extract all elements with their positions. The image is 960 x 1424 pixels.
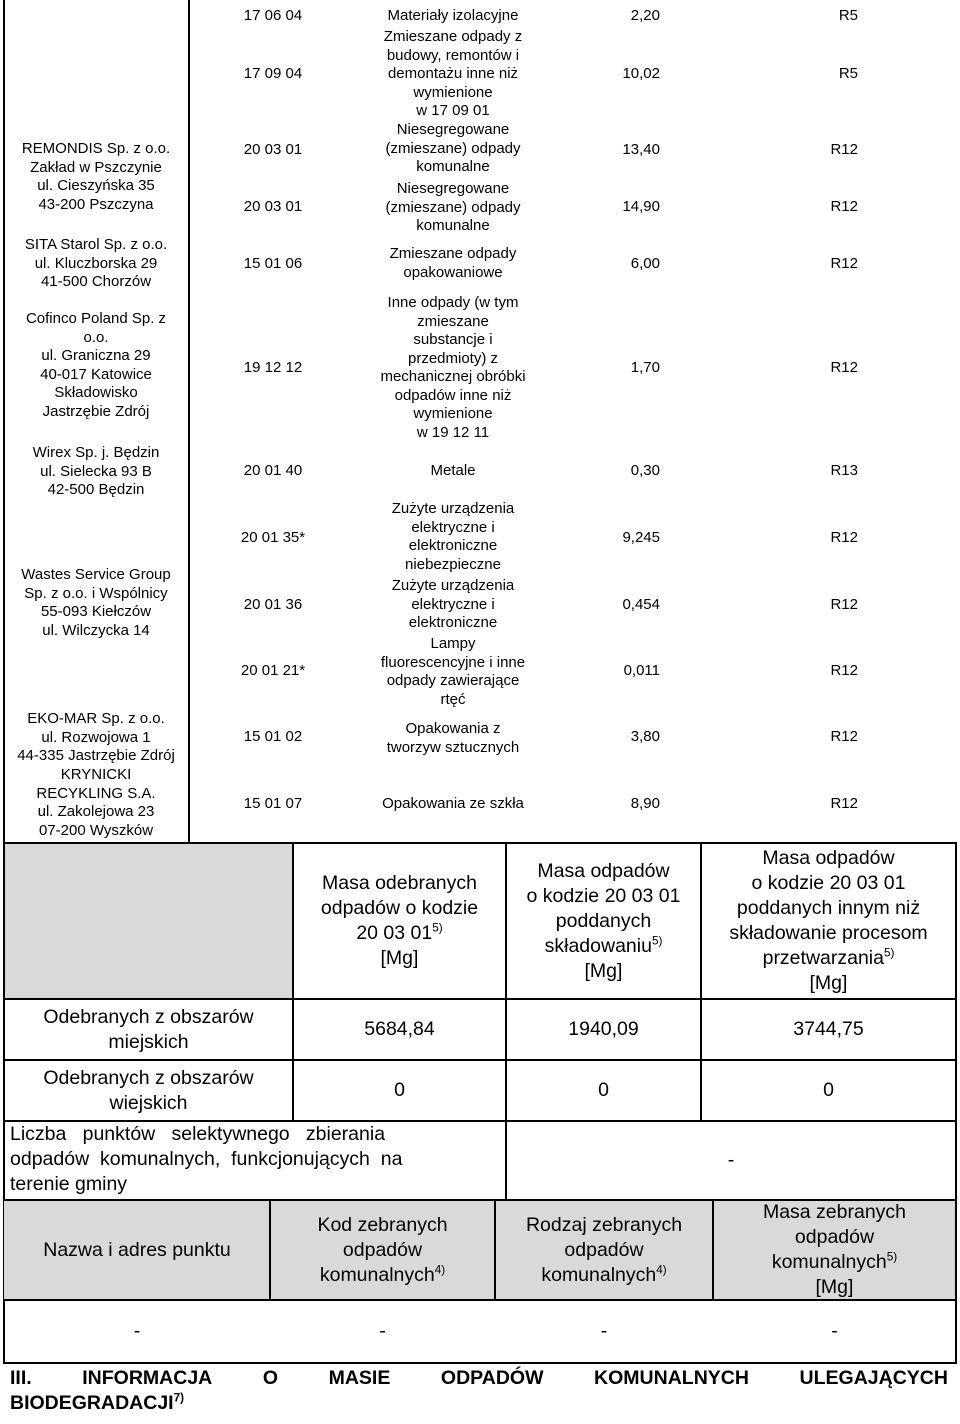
text-line: ul. Rozwojowa 1 [41,728,151,746]
heading-word: INFORMACJA [82,1367,213,1389]
waste-mass: 13,40 [622,141,660,158]
waste-code: 20 03 01 [243,141,303,158]
waste-code: 20 01 21* [240,662,306,679]
text-line: Kod zebranych [317,1213,448,1236]
footnote-ref: 4) [434,1263,446,1276]
collection-value: - [133,1320,141,1342]
waste-mass: 9,245 [622,529,660,546]
waste-code: 20 01 35* [240,529,306,546]
heading-word: O [262,1367,278,1389]
waste-code: 15 01 06 [243,255,303,272]
recovery-method: R12 [830,198,858,215]
waste-code: 20 01 40 [243,462,303,479]
recovery-method: R12 [830,529,858,546]
text-line: Materiały izolacyjne [387,7,519,24]
text-line: Odebranych z obszarów [43,1005,254,1028]
mass-column-header-text [321,871,478,971]
text-line: w 19 12 11 [416,423,490,441]
receiver-address [4,766,188,840]
text-line [763,1250,906,1275]
text-line: o kodzie 20 03 01 [751,872,906,894]
text-line: 41-500 Chorzów [40,273,152,290]
text-line: fluorescencyjne i inne [380,653,526,671]
text-line: Sp. z o.o. i Wspólnicy [24,584,168,602]
text-line: Składowisko [54,384,138,401]
collection-value: - [831,1320,838,1342]
text-line: rtęć [440,690,466,708]
text-line: (zmieszane) odpady [385,139,521,157]
text: komunalnych [771,1251,887,1273]
text-line: odpadów inne niż [394,386,512,404]
waste-mass: 3,80 [630,728,660,745]
waste-type [338,720,568,757]
heading-word: KOMUNALNYCH [594,1367,749,1389]
text-line: zmieszane [417,312,489,330]
text: komunalnych [319,1263,435,1286]
mass-row-label [5,1061,292,1120]
waste-code: 17 09 04 [243,65,303,82]
text-line: elektroniczne [408,537,498,554]
text-line: wymienione [413,83,493,101]
text-line: komunalne [416,158,490,175]
text-line: składowanie procesom [729,922,928,944]
text-line: Zużyte urządzenia [391,500,515,517]
text-line: komunalne [416,217,490,234]
waste-type [338,500,568,574]
unit: [Mg] [815,1276,854,1298]
mass-value: 0 [394,1079,405,1101]
recovery-method: R12 [830,596,858,613]
collection-column-header-text [43,1238,231,1263]
text-line: Masa odpadów [762,847,895,869]
text-line: Masa zebranych [762,1201,907,1223]
text-line: Liczba punktów selektywnego zbierania [10,1123,386,1145]
collection-column-header-text [526,1213,682,1288]
waste-type [338,795,568,814]
footnote-ref: 5) [883,946,895,960]
mass-row-label-text [43,1066,253,1116]
waste-mass: 6,00 [630,255,660,272]
unit: [Mg] [584,959,623,982]
text-line: Masa odpadów [537,859,670,882]
waste-type [338,7,568,26]
waste-mass: 10,02 [622,65,660,82]
mass-row-label-text [43,1005,253,1055]
heading-word: MASIE [328,1367,391,1389]
collection-points-count: - [727,1148,735,1171]
text-line: Masa odebranych [321,872,477,894]
text-line: ul. Sielecka 93 B [40,462,152,480]
text-line: Lampy [430,635,476,652]
waste-code: 17 06 04 [243,7,303,24]
text-line: Inne odpady (w tym [387,294,519,311]
waste-mass: 2,20 [630,7,660,24]
text: składowaniu [544,934,652,957]
recovery-method: R5 [838,65,858,82]
text: 20 03 01 [356,922,433,944]
recovery-method: R12 [830,255,858,272]
text-line: mechanicznej obróbki [380,368,526,385]
receiver-address [4,444,188,500]
mass-column-header [294,844,505,998]
text-line: KRYNICKI [60,766,132,783]
section-heading-line2: BIODEGRADACJI$^{7)}$ [10,1391,185,1414]
unit: [Mg] [380,947,419,969]
text-line: o kodzie 20 03 01 [526,884,681,907]
footnote-ref: 5) [886,1250,898,1264]
recovery-method: R12 [830,728,858,745]
text-line: ul. Cieszyńska 35 [37,177,155,194]
collection-value: - [600,1320,608,1342]
text-line: Nazwa i adres punktu [43,1238,231,1261]
waste-mass: 1,70 [630,359,660,376]
mass-value: 0 [598,1079,609,1101]
text-line: EKO-MAR Sp. z o.o. [27,710,165,727]
waste-code: 20 01 36 [243,596,303,613]
text-line: Zużyte urządzenia [391,577,515,594]
collection-column-header [271,1201,494,1299]
footnote-ref: 4) [656,1263,667,1276]
text-line: tworzyw sztucznych [386,738,520,756]
text-line: opakowaniowe [403,263,503,281]
text-line [526,1263,682,1288]
mass-column-header-text [527,859,681,984]
receiver-address [4,710,188,766]
recovery-method: R12 [830,795,858,812]
recovery-method: R5 [838,7,858,24]
text-line: poddanych innym niż [736,897,921,919]
text-line: ul. Kluczborska 29 [34,254,158,272]
text-line: substancje i [413,331,493,348]
mass-column-header [702,844,955,998]
waste-code: 15 01 02 [243,728,303,745]
receiver-address [4,236,188,292]
text-line: poddanych [555,909,652,932]
collection-points-label [10,1122,498,1197]
text-line: (zmieszane) odpady [385,198,521,216]
text-line: budowy, remontów i [386,46,520,64]
text-line: Opakowania z [405,720,501,737]
waste-mass: 8,90 [630,795,660,812]
unit: [Mg] [809,972,848,994]
waste-type [338,635,568,709]
waste-mass: 0,011 [623,662,660,679]
receiver-address [4,140,188,214]
text-line: Niesegregowane [396,121,510,138]
text-line: elektroniczne [408,614,498,631]
mass-column-header [507,844,700,998]
text-line: wymienione [413,405,493,422]
text-line: Odebranych z obszarów [43,1066,254,1089]
text-line: 42-500 Będzin [47,481,145,498]
heading-word: ODPADÓW [440,1367,544,1389]
collection-column-header [714,1201,955,1299]
waste-code: 19 12 12 [243,359,303,376]
text-line: Wirex Sp. j. Będzin [32,444,160,461]
text-line: Zakład w Pszczynie [30,158,162,176]
text-line: wiejskich [109,1091,188,1114]
mass-value: 3744,75 [793,1018,864,1040]
waste-type [338,180,568,236]
text-line: REMONDIS Sp. z o.o. [21,140,171,157]
text-line: Zmieszane odpady z [383,28,523,45]
collection-value: - [379,1320,386,1342]
section-heading [10,1366,948,1416]
text-line: 40-017 Katowice [40,365,152,383]
text-line: elektryczne i [411,595,495,613]
receiver-address [4,566,188,640]
text-line: Metale [430,462,476,479]
text-line: 43-200 Pszczyna [38,195,154,213]
text-line: SITA Starol Sp. z o.o. [24,236,168,253]
waste-code: 20 03 01 [243,198,303,215]
waste-code: 15 01 07 [243,795,303,812]
mass-value: 0 [823,1079,834,1101]
mass-row-label [5,1000,292,1059]
waste-mass: 14,90 [622,198,660,215]
text-line: RECYKLING S.A. [36,784,156,802]
recovery-method: R12 [830,662,858,679]
text-line: elektryczne i [411,518,495,536]
text-line: 44-335 Jastrzębie Zdrój [17,747,175,764]
footnote-ref: 5) [651,934,663,947]
mass-value: 5684,84 [364,1018,435,1040]
waste-mass: 0,30 [630,462,660,479]
text-line: miejskich [108,1030,189,1053]
text-line: odpadów komunalnych, funkcjonujących na [10,1148,403,1170]
recovery-method: R12 [830,141,858,158]
text-line: odpadów [342,1238,423,1261]
text-line: w 17 09 01 [416,102,490,119]
text-line [527,934,681,959]
text-line: demontażu inne niż [387,65,519,82]
heading-word: III. [10,1367,32,1389]
recovery-method: R12 [830,359,858,376]
text-line: odpadów [564,1238,644,1261]
text-line: ul. Graniczna 29 [41,347,151,364]
text-line: odpadów [794,1226,875,1248]
waste-type [338,121,568,177]
collection-column-header-text [763,1200,906,1300]
text-line: ul. Wilczycka 14 [42,621,150,639]
mass-value: 1940,09 [568,1018,639,1040]
waste-mass: 0,454 [622,596,660,613]
text-line: przedmioty) z [407,349,499,367]
waste-type [338,28,568,121]
text-line: 07-200 Wyszków [38,821,154,839]
waste-type [338,245,568,282]
text-line: odpadów o kodzie [320,897,479,919]
text: przetwarzania [762,947,884,969]
collection-column-header [496,1201,712,1299]
mass-table-corner [4,843,292,998]
text-line: terenie gminy [10,1173,128,1195]
text: komunalnych [541,1263,657,1286]
receiver-address [4,310,188,421]
text-line: Wastes Service Group [21,566,171,583]
text-line: Opakowania ze szkła [382,795,524,812]
text-line: 55-093 Kiełczów [40,603,152,620]
text-line [321,921,478,946]
text-line [317,1263,447,1288]
text-line: Zmieszane odpady [389,245,517,262]
text-line: Rodzaj zebranych [525,1213,683,1236]
text-line: ul. Zakolejowa 23 [37,803,155,820]
heading-word: ULEGAJĄCYCH [799,1367,948,1389]
text-line [729,946,927,971]
collection-column-header [5,1201,269,1299]
mass-column-header-text [729,846,927,996]
text-line: niebezpieczne [405,555,501,573]
text-line: Jastrzębie Zdrój [42,402,150,420]
collection-column-header-text [317,1213,447,1288]
waste-type [338,577,568,633]
footnote-ref: 5) [432,921,443,935]
text-line: Cofinco Poland Sp. z [25,310,167,327]
text-line: o.o. [83,328,109,346]
text-line: Niesegregowane [396,180,510,197]
waste-type [338,462,568,481]
recovery-method: R13 [830,462,858,479]
waste-type [338,294,568,442]
text-line: odpady zawierające [386,672,520,689]
